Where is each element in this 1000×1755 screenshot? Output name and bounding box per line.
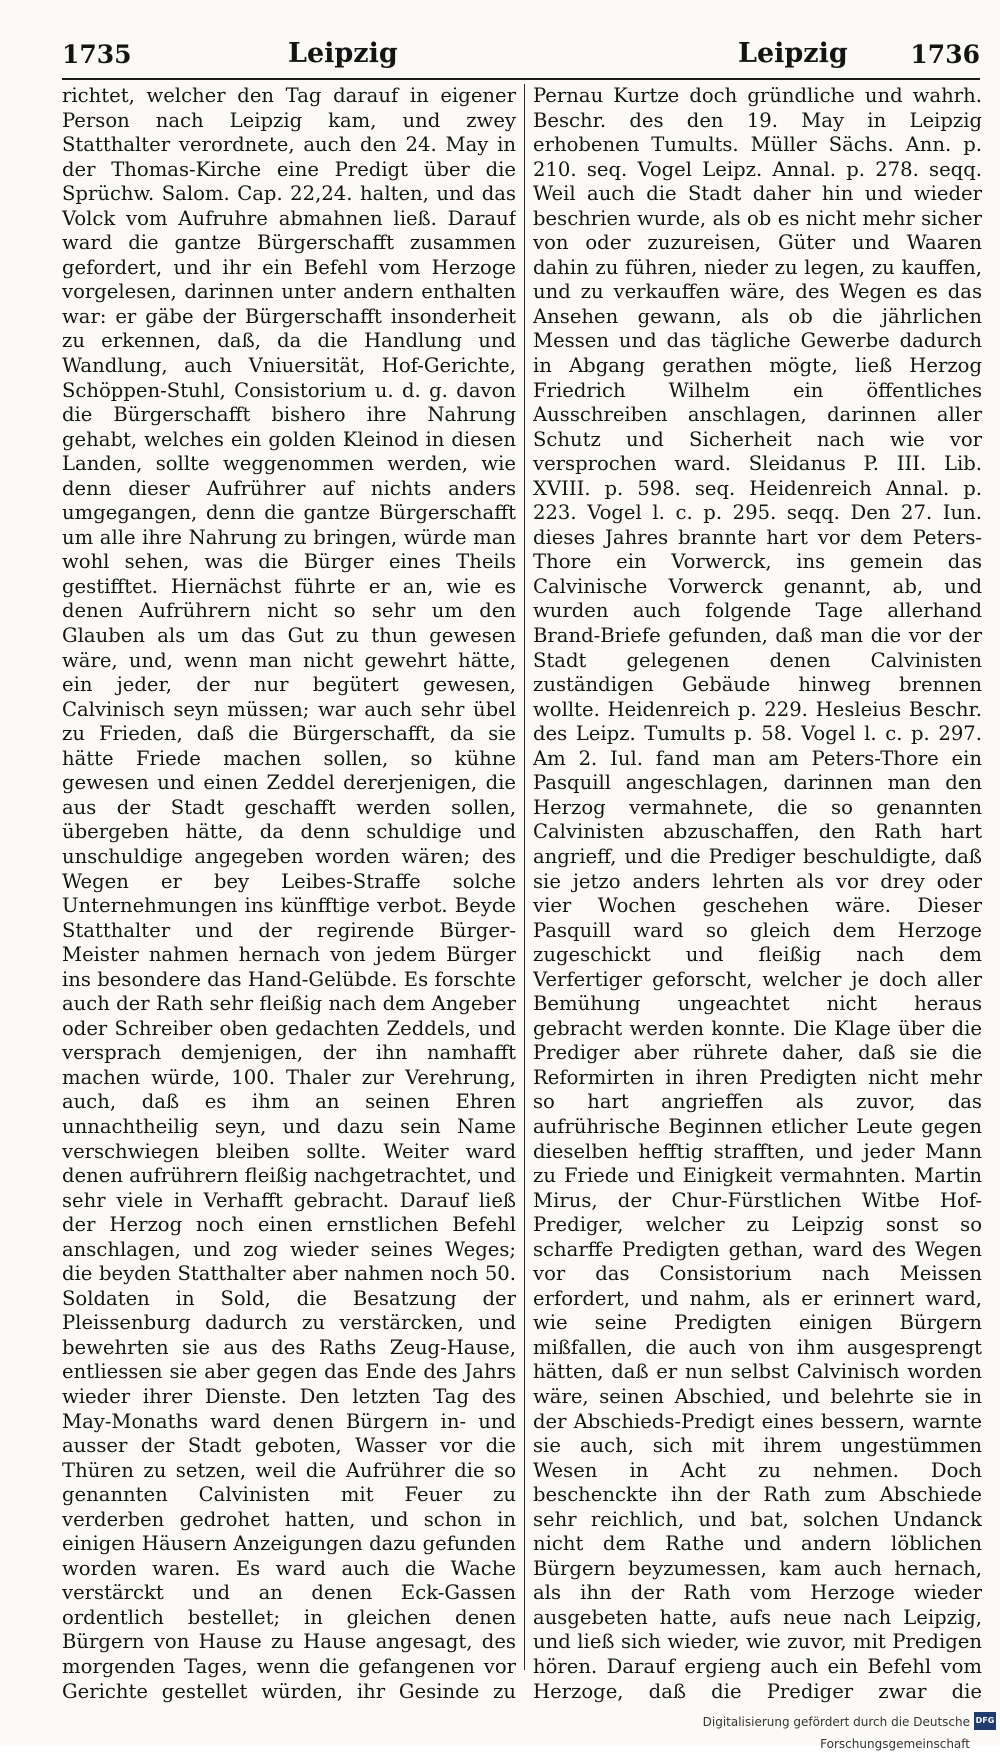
page-number-left: 1735 bbox=[62, 40, 132, 69]
text-column-left: richtet, welcher den Tag darauf in eigener Person nach Leipzig kam, und zwey Statthalter verordnete, auch den 24. May in der Thomas-Kirche eine Predigt über die Sprüchw. Salom. Cap. 22,24. halten, und das Volck vom Aufruhre abmahnen ließ. Darauf ward die gantze Bürgerschafft zusammen gefordert, und ihr ein Befehl vom Herzoge vorgelesen, darinnen unter andern enthalten war: er gäbe der Bürgerschafft insonderheit zu erkennen, daß, da die Handlung und Wandlung, auch Vniuersität, Hof-Gerichte, Schöppen-Stuhl, Consistorium u. d. g. davon die Bürgerschafft bishero ihre Nahrung gehabt, welches ein golden Kleinod in diesen Landen, sollte weggenommen werden, wie denn dieser Aufrührer auf nichts anders umgegangen, denn die gantze Bürgerschafft um alle ihre Nahrung zu bringen, würde man wohl sehen, was die Bürger eines Theils gestifftet. Hiernächst führte er an, wie es denen Aufrührern nicht so sehr um den Glauben als um das Gut zu thun gewesen wäre, und, wenn man nicht gewehrt hätte, ein jeder, der nur begütert gewesen, Calvinisch seyn müssen; war auch sehr übel zu Frieden, daß die Bürgerschafft, da sie hätte Friede machen sollen, so kühne gewesen und einen Zeddel dererjenigen, die aus der Stadt geschafft werden sollen, übergeben hätte, da denn schuldige und unschuldige angegeben worden wären; des Wegen er bey Leibes-Straffe solche Unternehmungen ins künfftige verbot. Beyde Statthalter und der regirende Bürger-Meister nahmen hernach von jedem Bürger ins besondere das Hand-Gelübde. Es forschte auch der Rath sehr fleißig nach dem Angeber oder Schreiber oben gedachten Zeddels, und versprach demjenigen, der ihn namhafft machen würde, 100. Thaler zur Verehrung, auch, daß es ihm an seinen Ehren unnachtheilig seyn, und dazu sein Name verschwiegen bleiben sollte. Weiter ward denen aufrührern fleißig nachgetrachtet, und sehr viele in Verhafft gebracht. Darauf ließ der Herzog noch einen ernstlichen Befehl anschlagen, und zog wieder seines Weges; die beyden Statthalter aber nahmen noch 50. Soldaten in Sold, die Besatzung der Pleissenburg dadurch zu verstärcken, und bewehrten sie aus des Raths Zeug-Hause, entliessen sie aber gegen das Ende des Jahrs wieder ihrer Dienste. Den letzten Tag des May-Monaths ward denen Bürgern in- und ausser der Stadt geboten, Wasser vor die Thüren zu setzen, weil die Aufrührer die so genannten Calvinisten mit Feuer zu verderben gedrohet hatten, und schon in einigen Häusern Anzeigungen dazu gefunden worden waren. Es ward auch die Wache verstärckt und an denen Eck-Gassen ordentlich bestellet; in gleichen denen Bürgern von Hause zu Hause angesagt, des morgenden Tages, wenn die gefangenen vor Gerichte gestellet würden, ihr Gesinde zu bbox=[62, 84, 516, 1703]
running-title-right: Leipzig bbox=[738, 38, 848, 69]
column-divider bbox=[524, 84, 525, 1670]
digitization-credit: Digitalisierung gefördert durch die Deutsche Forschungsgemeinschaft bbox=[702, 1715, 970, 1751]
running-header bbox=[62, 34, 980, 80]
running-title-left: Leipzig bbox=[288, 38, 398, 69]
dfg-logo-icon: DFG bbox=[974, 1712, 996, 1730]
page-number-right: 1736 bbox=[910, 40, 980, 69]
text-column-right: Pernau Kurtze doch gründliche und wahrh. Beschr. des den 19. May in Leipzig erhobenen Tumults. Müller Sächs. Ann. p. 210. seq. Vogel Leipz. Annal. p. 278. seqq. Weil auch die Stadt daher hin und wieder beschrien wurde, als ob es nicht mehr sicher von oder zuzureisen, Güter und Waaren dahin zu führen, nieder zu legen, zu kauffen, und zu verkauffen wäre, des Wegen es das Ansehen gewann, als ob die jährlichen Messen und das tägliche Gewerbe dadurch in Abgang gerathen mögte, ließ Herzog Friedrich Wilhelm ein öffentliches Ausschreiben anschlagen, darinnen aller Schutz und Sicherheit nach wie vor versprochen ward. Sleidanus P. III. Lib. XVIII. p. 598. seq. Heidenreich Annal. p. 223. Vogel l. c. p. 295. seqq. Den 27. Iun. dieses Jahres brannte hart vor dem Peters-Thore ein Vorwerck, ins gemein das Calvinische Vorwerck genannt, ab, und wurden auch folgende Tage allerhand Brand-Briefe gefunden, daß man die vor der Stadt gelegenen denen Calvinisten zuständigen Gebäude hinweg brennen wollte. Heidenreich p. 229. Hesleius Beschr. des Leipz. Tumults p. 58. Vogel l. c. p. 297. Am 2. Iul. fand man am Peters-Thore ein Pasquill angeschlagen, darinnen man den Herzog vermahnete, die so genannten Calvinisten abzuschaffen, den Rath hart angrieff, und die Prediger beschuldigte, daß sie jetzo anders lehrten als vor drey oder vier Wochen geschehen wäre. Dieser Pasquill ward so gleich dem Herzoge zugeschickt und fleißig nach dem Verfertiger geforscht, welcher je doch aller Bemühung ungeachtet nicht heraus gebracht werden konnte. Die Klage über die Prediger aber rührete daher, daß sie die Reformirten in ihren Predigten nicht mehr so hart angrieffen als zuvor, das aufrührische Beginnen etlicher Leute gegen dieselben hefftig strafften, und jeder Mann zu Friede und Einigkeit vermahnten. Martin Mirus, der Chur-Fürstlichen Witbe Hof-Prediger, welcher zu Leipzig sonst so scharffe Predigten gethan, ward des Wegen vor das Consistorium nach Meissen erfordert, und nahm, als er erinnert ward, wie seine Predigten einigen Bürgern mißfallen, die auch von ihm ausgesprengt hätten, daß er nun selbst Calvinisch worden wäre, seinen Abschied, und belehrte sie in der Abschieds-Predigt eines bessern, warnte sie auch, sich mit ihrem ungestümmen Wesen in Acht zu nehmen. Doch beschenckte ihn der Rath zum Abschiede sehr reichlich, und bat, solchen Undanck nicht dem Rathe und andern löblichen Bürgern beyzumessen, kam auch hernach, als ihn der Rath vom Herzoge wieder ausgebeten hatte, aufs neue nach Leipzig, und ließ sich wieder, wie zuvor, mit Predigen hören. Darauf ergieng auch ein Befehl vom Herzoge, daß die Prediger zwar die bbox=[533, 84, 982, 1703]
